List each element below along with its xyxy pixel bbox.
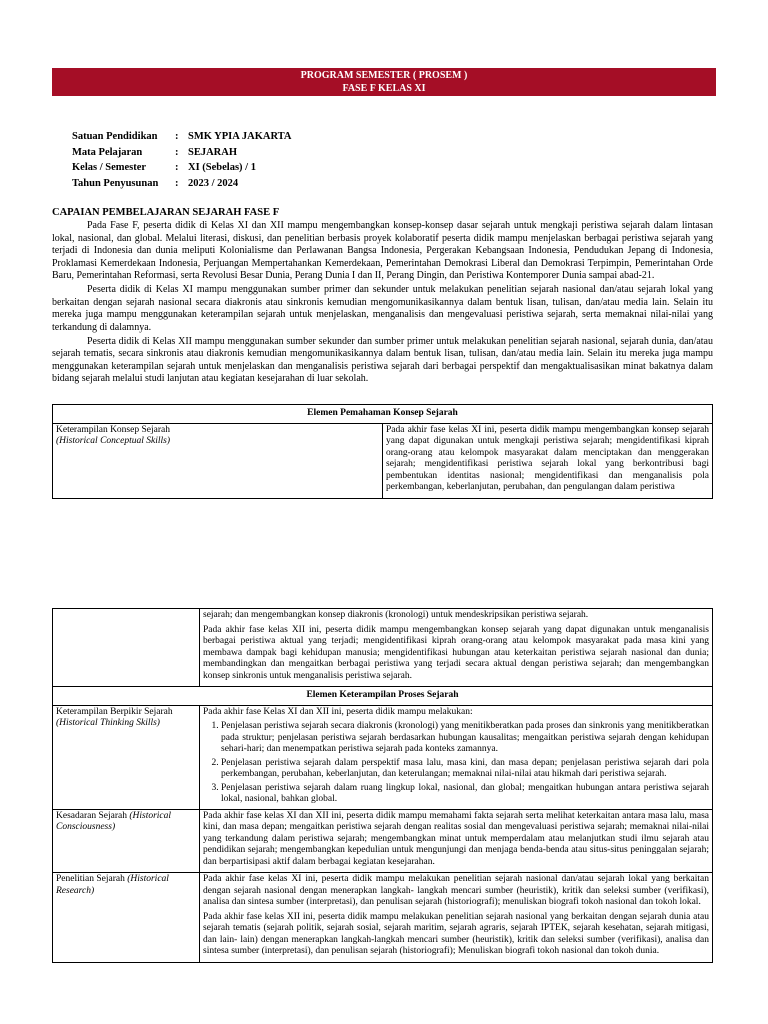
identity-label: Kelas / Semester [72, 162, 147, 173]
identity-value: SMK YPIA JAKARTA [188, 131, 292, 142]
element-name: Keterampilan Konsep Sejarah [56, 424, 170, 435]
identity-row [72, 176, 291, 192]
table-row [53, 423, 713, 498]
section-heading: CAPAIAN PEMBELAJARAN SEJARAH FASE F [52, 207, 280, 218]
identity-value: SEJARAH [188, 146, 238, 158]
document-title: PROGRAM SEMESTER ( PROSEM ) [300, 70, 468, 81]
document-subtitle: FASE F KELAS XI [342, 83, 426, 94]
identity-label: Satuan Pendidikan [72, 131, 158, 142]
identity-label: Mata Pelajaran [72, 146, 143, 158]
element-description: Pada akhir fase kelas XI dan XII ini, peserta didik mampu memahami fakta sejarah serta melihat keterkaitan antara masa lalu, masa kini, dan masa depan; mengaitkan peristiwa sejarah dengan realitas sosial dan mengevaluasi peristiwa sejarah; memaknai nilai-nilai yang terkandung dalam peristiwa sejarah; mengembangkan minat untuk memperdalam atau melanjutkan studi ilmu sejarah atau pendidikan sejarah; mengembangkan kepedulian untuk mengunjungi dan menjaga benda-benda atau situs-situs peninggalan sejarah; dan berpartisipasi aktif dalam berbagai kegiatan kesejarahan. [203, 810, 709, 867]
element-description-cell [200, 705, 713, 809]
element-description-cell [200, 873, 713, 963]
element-name: Keterampilan Berpikir Sejarah [56, 706, 173, 717]
element-description: Pada akhir fase kelas XII ini, peserta didik mampu mengembangkan konsep sejarah yang dapat digunakan untuk menganalisis berbagai peristiwa aktual yang terjadi; mengidentifikasi kiprah orang-orang atau kelompok masyarakat pada masa kini yang membawa dampak bagi kehidupan manusia; mengidentifikasi hubungan atau keterkaitan peristiwa sejarah nasional dan dunia; membandingkan dan mengaitkan berbagai peristiwa yang terjadi secara aktual dengan peristiwa sejarah; dan mengembangkan konsep sinkronis untuk menganalisis peristiwa sejarah. [203, 624, 709, 681]
table-header: Elemen Pemahaman Konsep Sejarah [53, 405, 713, 424]
table-header: Elemen Keterampilan Proses Sejarah [53, 687, 713, 706]
identity-separator: : [175, 162, 179, 173]
element-name-cell [53, 809, 200, 873]
table-section-clip [0, 404, 768, 492]
concept-elements-table [52, 404, 713, 499]
element-name-cell [53, 423, 383, 498]
element-description-cell [200, 609, 713, 687]
identity-value: 2023 / 2024 [188, 177, 239, 189]
achievement-paragraphs [52, 220, 713, 387]
identity-label: Tahun Penyusunan [72, 177, 159, 189]
identity-separator: : [175, 177, 179, 189]
element-name-cell [53, 873, 200, 963]
table-row [53, 873, 713, 963]
element-intro: Pada akhir fase Kelas XI dan XII ini, peserta didik mampu melakukan: [203, 706, 473, 717]
element-description: Pada akhir fase kelas XII ini, peserta didik mampu melakukan penelitian sejarah nasional yang berkaitan dengan sejarah dunia atau sejarah tematis (sejarah politik, sejarah sosial, sejarah maritim, sejarah agraris, sejarah IPTEK, sejarah kesehatan, sejarah mitigasi, dan lain- lain) dengan menerapkan langkah-langkah mencari sumber (heuristik), kritik dan seleksi sumber (verifikasi), analisa dan sintesa sumber (interpretasi), dan penulisan sejarah (historiografi); Menuliskan biografi tokoh nasional dan tokoh dunia. [203, 911, 709, 956]
element-name-english: (Historical Thinking Skills) [56, 718, 160, 728]
element-name-cell [53, 705, 200, 809]
identity-separator: : [175, 131, 179, 142]
table-section-clip [0, 608, 768, 1016]
list-item: 1. Penjelasan peristiwa sejarah secara diakronis (kronologi) yang menitikberatkan pada proses dan sinkronis yang menitikberatkan pada struktur; penjelasan peristiwa sejarah berdasarkan hubungan kausalitas; mengaitkan peristiwa sejarah dengan kehidupan sehari-hari; dan menempatkan peristiwa sejarah pada konteks zamannya. [221, 721, 709, 756]
element-name: Penelitian Sejarah [56, 874, 125, 884]
element-description: Pada akhir fase kelas XI ini, peserta didik mampu mengembangkan konsep sejarah yang dapat digunakan untuk mengkaji peristiwa sejarah; mengidentifikasi kiprah orang-orang atau kelompok masyarakat dalam menciptakan dan menggerakan sejarah; mengidentifikasi peristiwa sejarah lokal yang berkontribusi bagi pembentukan identitas nasional; mengidentifikasi dan menganalisis pola perkembangan, keberlanjutan, perubahan, dan pengulangan dalam peristiwa [386, 424, 709, 492]
paragraph: Peserta didik di Kelas XI mampu menggunakan sumber primer dan sekunder untuk melakukan penelitian sejarah nasional dan/atau sejarah lokal yang berkaitan dengan sejarah nasional secara diakronis atau sinkronis kemudian mengomunikasikannya dalam bentuk lisan, tulisan, dan/atau media lain. Selain itu mereka juga mampu menggunakan keterampilan sejarah untuk menjelaskan, menganalisis dan mengevaluasi peristiwa sejarah, serta memaknai nilai-nilai yang terkandung di dalamnya. [52, 284, 713, 333]
table-row [53, 609, 713, 687]
identity-row [72, 129, 291, 145]
element-description-cell [383, 423, 713, 498]
list-item: 2. Penjelasan peristiwa sejarah dalam perspektif masa lalu, masa kini, dan masa depan; penjelasan peristiwa sejarah dari pola perkembangan, perubahan, keberlanjutan, dan keterulangan; memaknai nilai-nilai atau hikmah dari peristiwa sejarah. [221, 758, 709, 781]
element-name: Kesadaran Sejarah [56, 810, 127, 821]
identity-row [72, 160, 291, 176]
list-item: 3. Penjelasan peristiwa sejarah dalam ruang lingkup lokal, nasional, dan global; mengaitkan hubungan antara peristiwa sejarah lokal, nasional, bahkan global. [221, 783, 709, 806]
element-description-cell [200, 809, 713, 873]
table-row [53, 809, 713, 873]
element-name-cell [53, 609, 200, 687]
paragraph: Peserta didik di Kelas XII mampu menggunakan sumber sekunder dan sumber primer untuk melakukan penelitian sejarah nasional, sejarah dunia, dan/atau sejarah tematis, secara sinkronis atau diakronis kemudian mengomunikasikannya dalam bentuk lisan, tulisan, dan/atau media lain. Selain itu mereka juga mampu menggunakan keterampilan sejarah untuk menjelaskan dan menganalisis peristiwa sejarah dari berbagai perspektif dan mengaktualisasikan minat bakatnya dalam bidang sejarah melalui studi lanjutan atau kegiatan kesejarahan di luar sekolah. [52, 335, 713, 384]
identity-separator: : [175, 146, 179, 158]
identity-value: XI (Sebelas) / 1 [188, 162, 256, 173]
paragraph: Pada Fase F, peserta didik di Kelas XI dan XII mampu mengembangkan konsep-konsep dasar sejarah untuk mengkaji peristiwa sejarah dalam lintasan lokal, nasional, dan global. Melalui literasi, diskusi, dan penelitian berbasis proyek kolaboratif peserta didik mampu menjelaskan berbagai peristiwa sejarah yang terjadi di Indonesia dan dunia meliputi Kolonialisme dan Perlawanan Bangsa Indonesia, Pergerakan Kebangsaan Indonesia, Pendudukan Jepang di Indonesia, Proklamasi Kemerdekaan Indonesia, Perjuangan Mempertahankan Kemerdekaan, Pemerintahan Demokrasi Liberal dan Demokrasi Terpimpin, Pemerintahan Orde Baru, Pemerintahan Reformasi, serta Revolusi Besar Dunia, Perang Dunia I dan II, Perang Dingin, dan Peristiwa Kontemporer Dunia sampai abad-21. [52, 220, 713, 281]
identity-row [72, 145, 291, 161]
numbered-list [203, 721, 709, 806]
element-name-english: (Historical Consciousness) [56, 810, 172, 832]
element-description: sejarah; dan mengembangkan konsep diakronis (kronologi) untuk mendeskripsikan peristiwa sejarah. [203, 610, 589, 620]
table-row [53, 705, 713, 809]
identity-block [72, 129, 291, 191]
element-description: Pada akhir fase kelas XI ini, peserta didik mampu melakukan penelitian sejarah nasional dan/atau sejarah lokal yang berkaitan dengan sejarah nasional dengan menerapkan langkah- langkah mencari sumber (heuristik), kritik dan seleksi sumber (verifikasi), analisa dan sintesa sumber (interpretasi), dan penulisan sejarah (historiografi); menuliskan biografi tokoh nasional dan tokoh lokal. [203, 874, 709, 907]
element-name-english: (Historical Research) [56, 874, 169, 896]
document-title-banner [52, 68, 716, 96]
process-elements-table [52, 608, 713, 963]
element-name-english: (Historical Conceptual Skills) [56, 436, 170, 446]
